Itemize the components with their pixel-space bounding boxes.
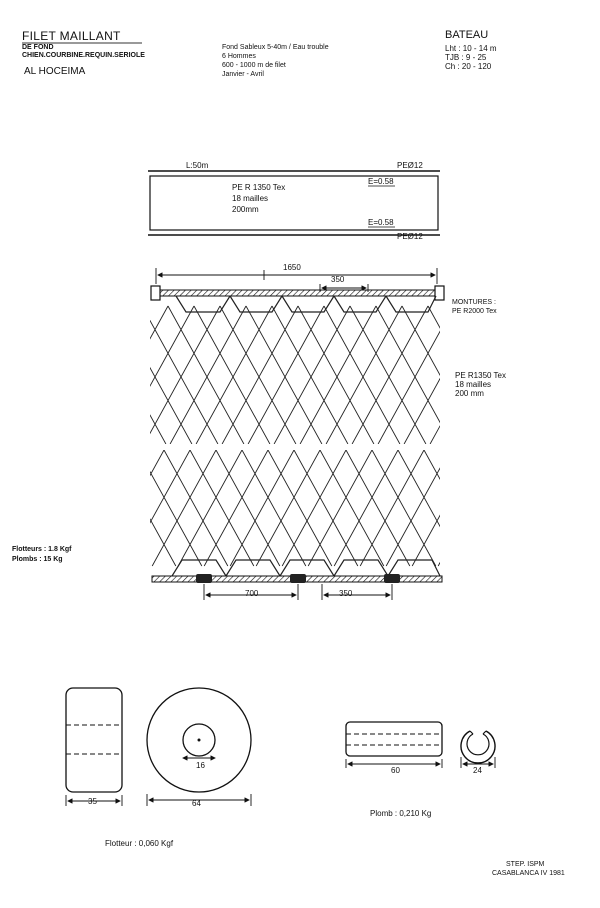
mesh-line: [412, 450, 476, 566]
sinker-2: [290, 574, 306, 583]
mesh-line: [170, 306, 246, 444]
mesh-line: [38, 306, 114, 444]
mesh-line: [86, 450, 150, 566]
boat-title: BATEAU: [445, 29, 489, 41]
mesh-line: [334, 450, 398, 566]
mesh-line: [372, 450, 436, 566]
sinker-3: [384, 574, 400, 583]
mesh-line: [66, 306, 142, 444]
info-line-2: 6 Hommes: [222, 53, 256, 60]
montures-material: PE R2000 Tex: [452, 308, 497, 315]
detail-netting-1: PE R1350 Tex: [455, 371, 506, 380]
info-line-1: Fond Sableux 5-40m / Eau trouble: [222, 44, 329, 51]
mesh-line: [454, 306, 530, 444]
dimension-700: [204, 584, 298, 600]
dimension-350-bottom: [322, 584, 392, 600]
mesh-line: [490, 450, 554, 566]
mesh-line: [386, 450, 450, 566]
mesh-line: [64, 306, 140, 444]
mesh-line: [168, 306, 244, 444]
mesh-line: [308, 450, 372, 566]
mesh-line: [92, 306, 168, 444]
netting-lower: [0, 450, 600, 576]
dim-sinker-length: 60: [391, 766, 400, 775]
dim-350-top: 350: [331, 275, 345, 284]
mesh-line: [450, 450, 514, 566]
end-float-right: [435, 286, 444, 300]
mesh-line: [142, 306, 218, 444]
mesh-line: [376, 306, 452, 444]
mesh-line: [324, 306, 400, 444]
mesh-line: [502, 450, 566, 566]
montures-label: MONTURES :: [452, 299, 496, 306]
mesh-line: [320, 450, 384, 566]
mesh-line: [528, 450, 592, 566]
mesh-line: [350, 306, 426, 444]
schematic-netting-2: 18 mailles: [232, 194, 269, 203]
subtitle-gear-type: DE FOND: [22, 44, 54, 51]
mesh-line: [256, 450, 320, 566]
mesh-line: [480, 306, 556, 444]
mesh-line: [190, 450, 254, 566]
mesh-line: [456, 306, 532, 444]
mesh-line: [100, 450, 164, 566]
mesh-line: [14, 306, 90, 444]
mesh-line: [164, 450, 228, 566]
boat-power: Ch : 20 - 120: [445, 62, 492, 71]
headrope-label: PEØ12: [397, 161, 423, 170]
end-float-left: [151, 286, 160, 300]
title: FILET MAILLANT: [22, 29, 121, 43]
mesh-line: [248, 306, 324, 444]
mesh-line: [196, 306, 272, 444]
flotteurs-weight: Flotteurs : 1.8 Kgf: [12, 546, 72, 553]
mesh-line: [272, 306, 348, 444]
mesh-line: [222, 306, 298, 444]
float-caption: Flotteur : 0,060 Kgf: [105, 839, 174, 848]
mesh-line: [116, 306, 192, 444]
mesh-line: [246, 306, 322, 444]
mesh-line: [424, 450, 488, 566]
mesh-line: [48, 450, 112, 566]
mesh-line: [144, 306, 220, 444]
detail-netting-2: 18 mailles: [455, 380, 492, 389]
mesh-line: [60, 450, 124, 566]
mesh-line: [398, 450, 462, 566]
mesh-line: [346, 450, 410, 566]
mesh-line: [378, 306, 454, 444]
schematic-net-panel: [150, 176, 438, 230]
mesh-line: [22, 450, 86, 566]
plombs-weight: Plombs : 15 Kg: [12, 556, 63, 563]
mesh-line: [118, 306, 194, 444]
mesh-line: [532, 306, 600, 444]
mesh-line: [194, 306, 270, 444]
info-line-4: Janvier - Avril: [222, 71, 264, 78]
mesh-line: [216, 450, 280, 566]
mesh-line: [300, 306, 376, 444]
mesh-line: [428, 306, 504, 444]
mesh-line: [294, 450, 358, 566]
mesh-line: [268, 450, 332, 566]
mesh-line: [90, 306, 166, 444]
sinker-1: [196, 574, 212, 583]
dim-float-diameter: 64: [192, 799, 201, 808]
location: AL HOCEIMA: [24, 66, 86, 77]
mesh-line: [430, 306, 506, 444]
footrope-label: PEØ12: [397, 232, 423, 241]
net-length: L:50m: [186, 161, 209, 170]
mesh-line: [152, 450, 216, 566]
mesh-line: [230, 450, 294, 566]
boat-tjb: TJB : 9 - 25: [445, 53, 487, 62]
mesh-line: [404, 306, 480, 444]
footer-place-date: CASABLANCA IV 1981: [492, 870, 565, 877]
float-front-view: [147, 688, 251, 806]
mesh-line: [12, 306, 88, 444]
mesh-line: [558, 306, 600, 444]
schematic-netting-3: 200mm: [232, 205, 259, 214]
mesh-line: [352, 306, 428, 444]
mesh-line: [438, 450, 502, 566]
mesh-line: [138, 450, 202, 566]
mesh-line: [482, 306, 558, 444]
dim-sinker-diameter: 24: [473, 766, 482, 775]
subtitle-species: CHIEN.COURBINE.REQUIN.SERIOLE: [22, 52, 145, 59]
mesh-line: [0, 306, 12, 444]
info-line-3: 600 - 1000 m de filet: [222, 62, 286, 69]
mesh-line: [0, 450, 60, 566]
netting-upper: [0, 296, 600, 444]
dim-float-hole: 16: [196, 761, 205, 770]
dim-float-length: 35: [88, 797, 97, 806]
sinker-front-view: [461, 731, 495, 768]
dim-1650: 1650: [283, 263, 301, 272]
mesh-line: [242, 450, 306, 566]
mesh-line: [34, 450, 98, 566]
mesh-line: [402, 306, 478, 444]
mesh-line: [360, 450, 424, 566]
mesh-line: [282, 450, 346, 566]
dim-700: 700: [245, 589, 259, 598]
mesh-line: [326, 306, 402, 444]
mesh-line: [178, 450, 242, 566]
detail-netting-3: 200 mm: [455, 389, 484, 398]
float-side-view: [66, 688, 122, 806]
mesh-line: [0, 306, 64, 444]
mesh-line: [464, 450, 528, 566]
mesh-line: [40, 306, 116, 444]
mesh-line: [0, 306, 38, 444]
hanging-ratio-top: E=0.58: [368, 177, 394, 186]
sinker-caption: Plomb : 0,210 Kg: [370, 809, 432, 818]
mesh-line: [126, 450, 190, 566]
mesh-line: [476, 450, 540, 566]
mesh-line: [0, 450, 34, 566]
mesh-line: [220, 306, 296, 444]
mesh-line: [204, 450, 268, 566]
mesh-line: [554, 450, 600, 566]
hanging-ratio-bottom: E=0.58: [368, 218, 394, 227]
dim-350-bottom: 350: [339, 589, 353, 598]
mesh-line: [74, 450, 138, 566]
boat-length: Lht : 10 - 14 m: [445, 44, 497, 53]
schematic-netting-1: PE R 1350 Tex: [232, 183, 286, 192]
sinker-side-view: [346, 722, 442, 768]
dimension-1650: [156, 268, 437, 284]
detail-footrope: [152, 574, 442, 583]
mesh-line: [298, 306, 374, 444]
mesh-line: [112, 450, 176, 566]
footer-institution: STEP. ISPM: [506, 861, 545, 868]
detail-headrope: [151, 286, 444, 300]
mesh-line: [274, 306, 350, 444]
mesh-line: [506, 306, 582, 444]
net-schematic: [148, 171, 440, 235]
